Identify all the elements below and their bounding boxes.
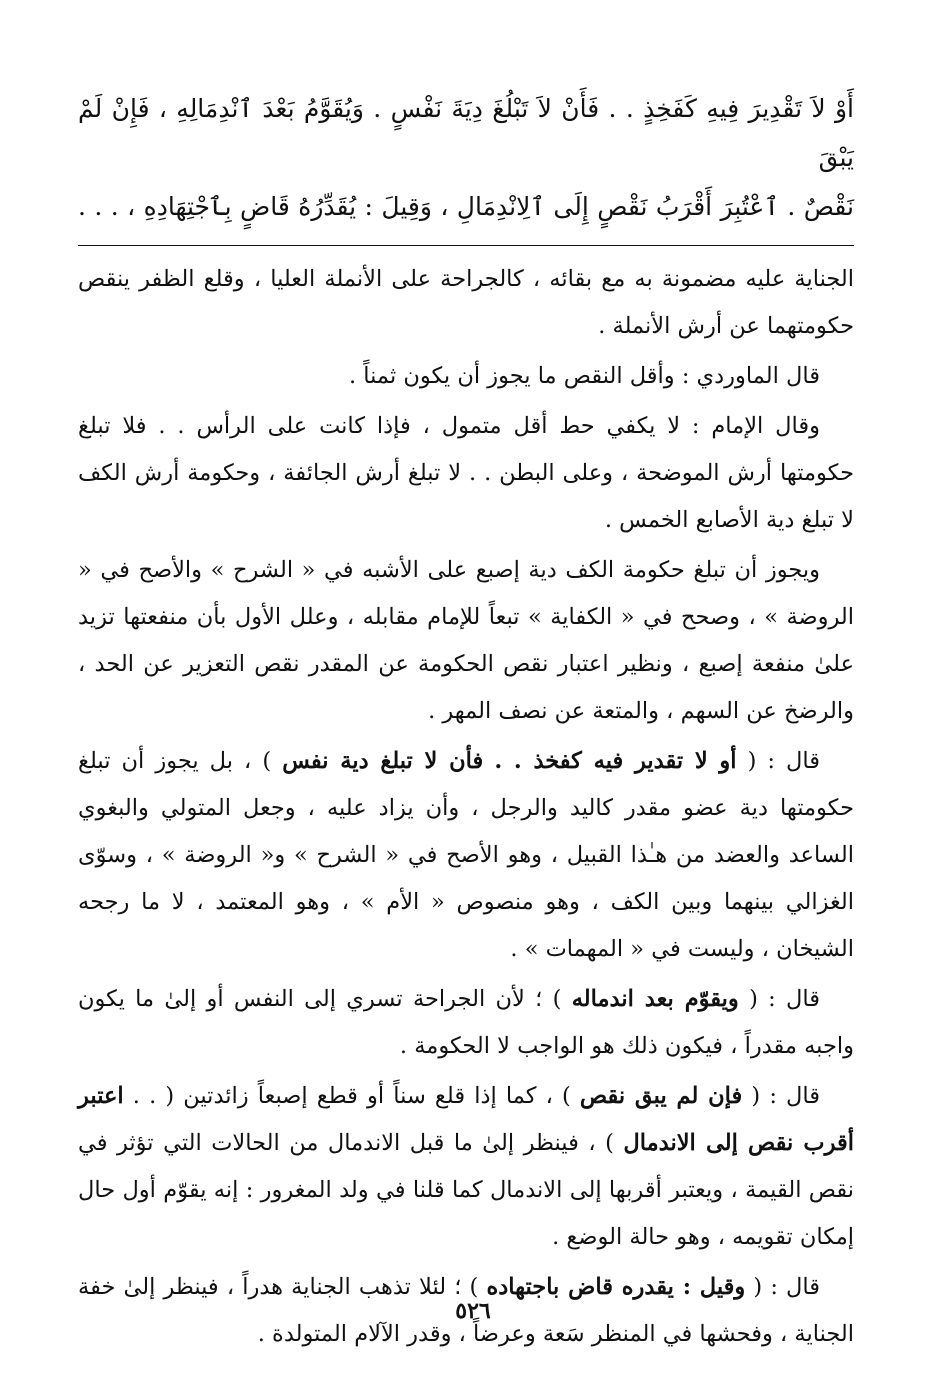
matn-line-1: أَوْ لاَ تَقْدِيرَ فِيهِ كَفَخِذٍ . . فَأَنْ لاَ تَبْلُغَ دِيَةَ نَفْسٍ . وَيُقَوَّمُ بَعْدَ ٱنْدِمَالِهِ ، فَإِنْ لَمْ يَبْقَ [78,94,854,172]
paragraph-8-text: ) ؛ لئلا تذهب الجناية هدراً ، فينظر إلىٰ خفة الجناية ، وفحشها في المنظر سَعة وعرضاً ، وقدر الآلام المتولدة . [78,1274,854,1347]
matn-text [78,84,854,231]
paragraph-5 [78,738,854,973]
paragraph-8-text: قال : ( [745,1274,820,1300]
paragraph-6 [78,976,854,1070]
book-page [78,84,854,1361]
paragraph-1: الجناية عليه مضمونة به مع بقائه ، كالجراحة على الأنملة العليا ، وقلع الظفر ينقص حكومتهما عن أرش الأنملة . [78,266,854,339]
quoted-matn: ويقوّم بعد اندماله [571,986,739,1012]
separator-rule [78,245,854,246]
paragraph-5-text: ) ، بل يجوز أن تبلغ حكومتها دية عضو مقدر كاليد والرجل ، وأن يزاد عليه ، وجعل المتولي والبغوي الساعد والعضد من هـٰذا القبيل ، وهو الأصح في « الشرح » و« الروضة » ، وسوّى الغزالي بينهما وبين الكف ، وهو منصوص « الأم » ، وهو المعتمد ، لا ما رجحه الشيخان ، وليست في « المهمات » . [78,748,854,962]
paragraph-3: وقال الإمام : لا يكفي حط أقل متمول ، فإذا كانت على الرأس . . فلا تبلغ حكومتها أرش الموضحة ، وعلى البطن . . لا تبلغ أرش الجائفة ، وحكومة أرش الكف لا تبلغ دية الأصابع الخمس . [78,413,854,533]
paragraph-4: ويجوز أن تبلغ حكومة الكف دية إصبع على الأشبه في « الشرح » والأصح في « الروضة » ، وصحح في « الكفاية » تبعاً للإمام مقابله ، وعلل الأول بأن منفعتها تزيد علىٰ منفعة إصبع ، ونظير اعتبار نقص الحكومة عن المقدر نقص التعزير عن الحد ، والرضخ عن السهم ، والمتعة عن نصف المهر . [78,557,854,724]
paragraph-5-text: قال : ( [736,748,821,774]
matn-line-2: نَقْصٌ . ٱعْتُبِرَ أَقْرَبُ نَقْصٍ إِلَى ٱلِانْدِمَالِ ، وَقِيلَ : يُقَدِّرُهُ قَاضٍ بِٱجْتِهَادِهِ ، . . . [78,192,854,221]
page-number: ٥٢٦ [455,1298,491,1324]
paragraph-5-text [483,748,494,774]
paragraph-7 [78,1073,854,1261]
quoted-matn: وقيل : يقدره قاض باجتهاده [486,1274,746,1300]
paragraph-7-text: قال : ( [742,1083,820,1109]
quoted-matn: أو لا تقدير فيه كفخذ . . [494,748,737,774]
quoted-matn: فإن لم يبق نقص [579,1083,743,1109]
quoted-matn: فأن لا تبلغ دية نفس [282,748,484,774]
paragraph-2: قال الماوردي : وأقل النقص ما يجوز أن يكون ثمناً . [348,363,820,389]
paragraph-7-text: ) ، كما إذا قلع سناً أو قطع إصبعاً زائدتين ( . . [123,1083,580,1109]
paragraph-6-text: ) ؛ لأن الجراحة تسري إلى النفس أو إلىٰ ما يكون واجبه مقدراً ، فيكون ذلك هو الواجب لا الحكومة . [78,986,854,1059]
commentary [78,256,854,1358]
quoted-matn: اعتبر أقرب نقص إلى الاندمال [78,1083,854,1156]
paragraph-7-text: ) ، فينظر إلىٰ ما قبل الاندمال من الحالات التي تؤثر في نقص القيمة ، ويعتبر أقربها إلى الاندمال كما قلنا في ولد المغرور : إنه يقوّم أول حال إمكان تقويمه ، وهو حالة الوضع . [78,1130,854,1250]
paragraph-6-text: قال : ( [738,986,820,1012]
